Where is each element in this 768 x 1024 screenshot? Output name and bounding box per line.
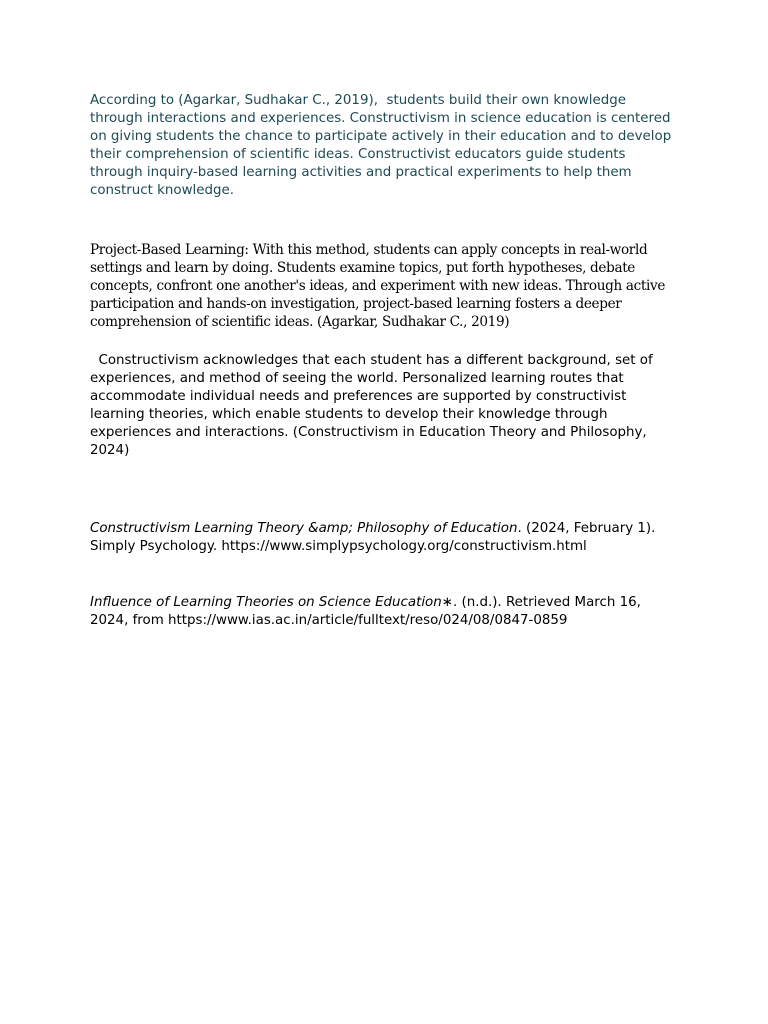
paragraph-constructivism-intro: According to (Agarkar, Sudhakar C., 2019), students build their own knowledge through interactions and experiences. Constructivism in science education is centered on giving students the chance to participate actively in their education and to develop their comprehension of scientific ideas. Constructivist educators guide students through inquiry-based learning activities and practical experiments to help them construct knowledge.	[90, 93, 676, 198]
paragraph-project-based-learning: Project-Based Learning: With this method, students can apply concepts in real-world settings and learn by doing. Students examine topics, put forth hypotheses, debate concepts, confront one another's ideas, and experiment with new ideas. Through active participation and hands-on investigation, project-based learning fosters a deeper comprehension of scientific ideas. (Agarkar, Sudhakar C., 2019)	[90, 242, 670, 330]
paragraph-personalized-learning: Constructivism acknowledges that each student has a different background, set of experiences, and method of seeing the world. Personalized learning routes that accommodate individual needs and preferences are supported by constructivist learning theories, which enable students to develop their knowledge through experiences and interactions. (Constructivism in Education Theory and Philosophy, 2024)	[90, 353, 657, 458]
reference-entry	[90, 594, 680, 630]
reference-title: Constructivism Learning Theory &amp; Philosophy of Education	[90, 521, 518, 536]
reference-details: . (2024, February 1). Simply Psychology. https://www.simplypsychology.org/constructivism.html	[90, 521, 660, 554]
reference-details: . (n.d.). Retrieved March 16, 2024, from https://www.ias.ac.in/article/fulltext/reso/024/08/0847-0859	[90, 595, 646, 628]
document-page	[90, 92, 680, 630]
reference-title: Influence of Learning Theories on Science Education∗	[90, 595, 453, 610]
reference-entry	[90, 520, 680, 556]
